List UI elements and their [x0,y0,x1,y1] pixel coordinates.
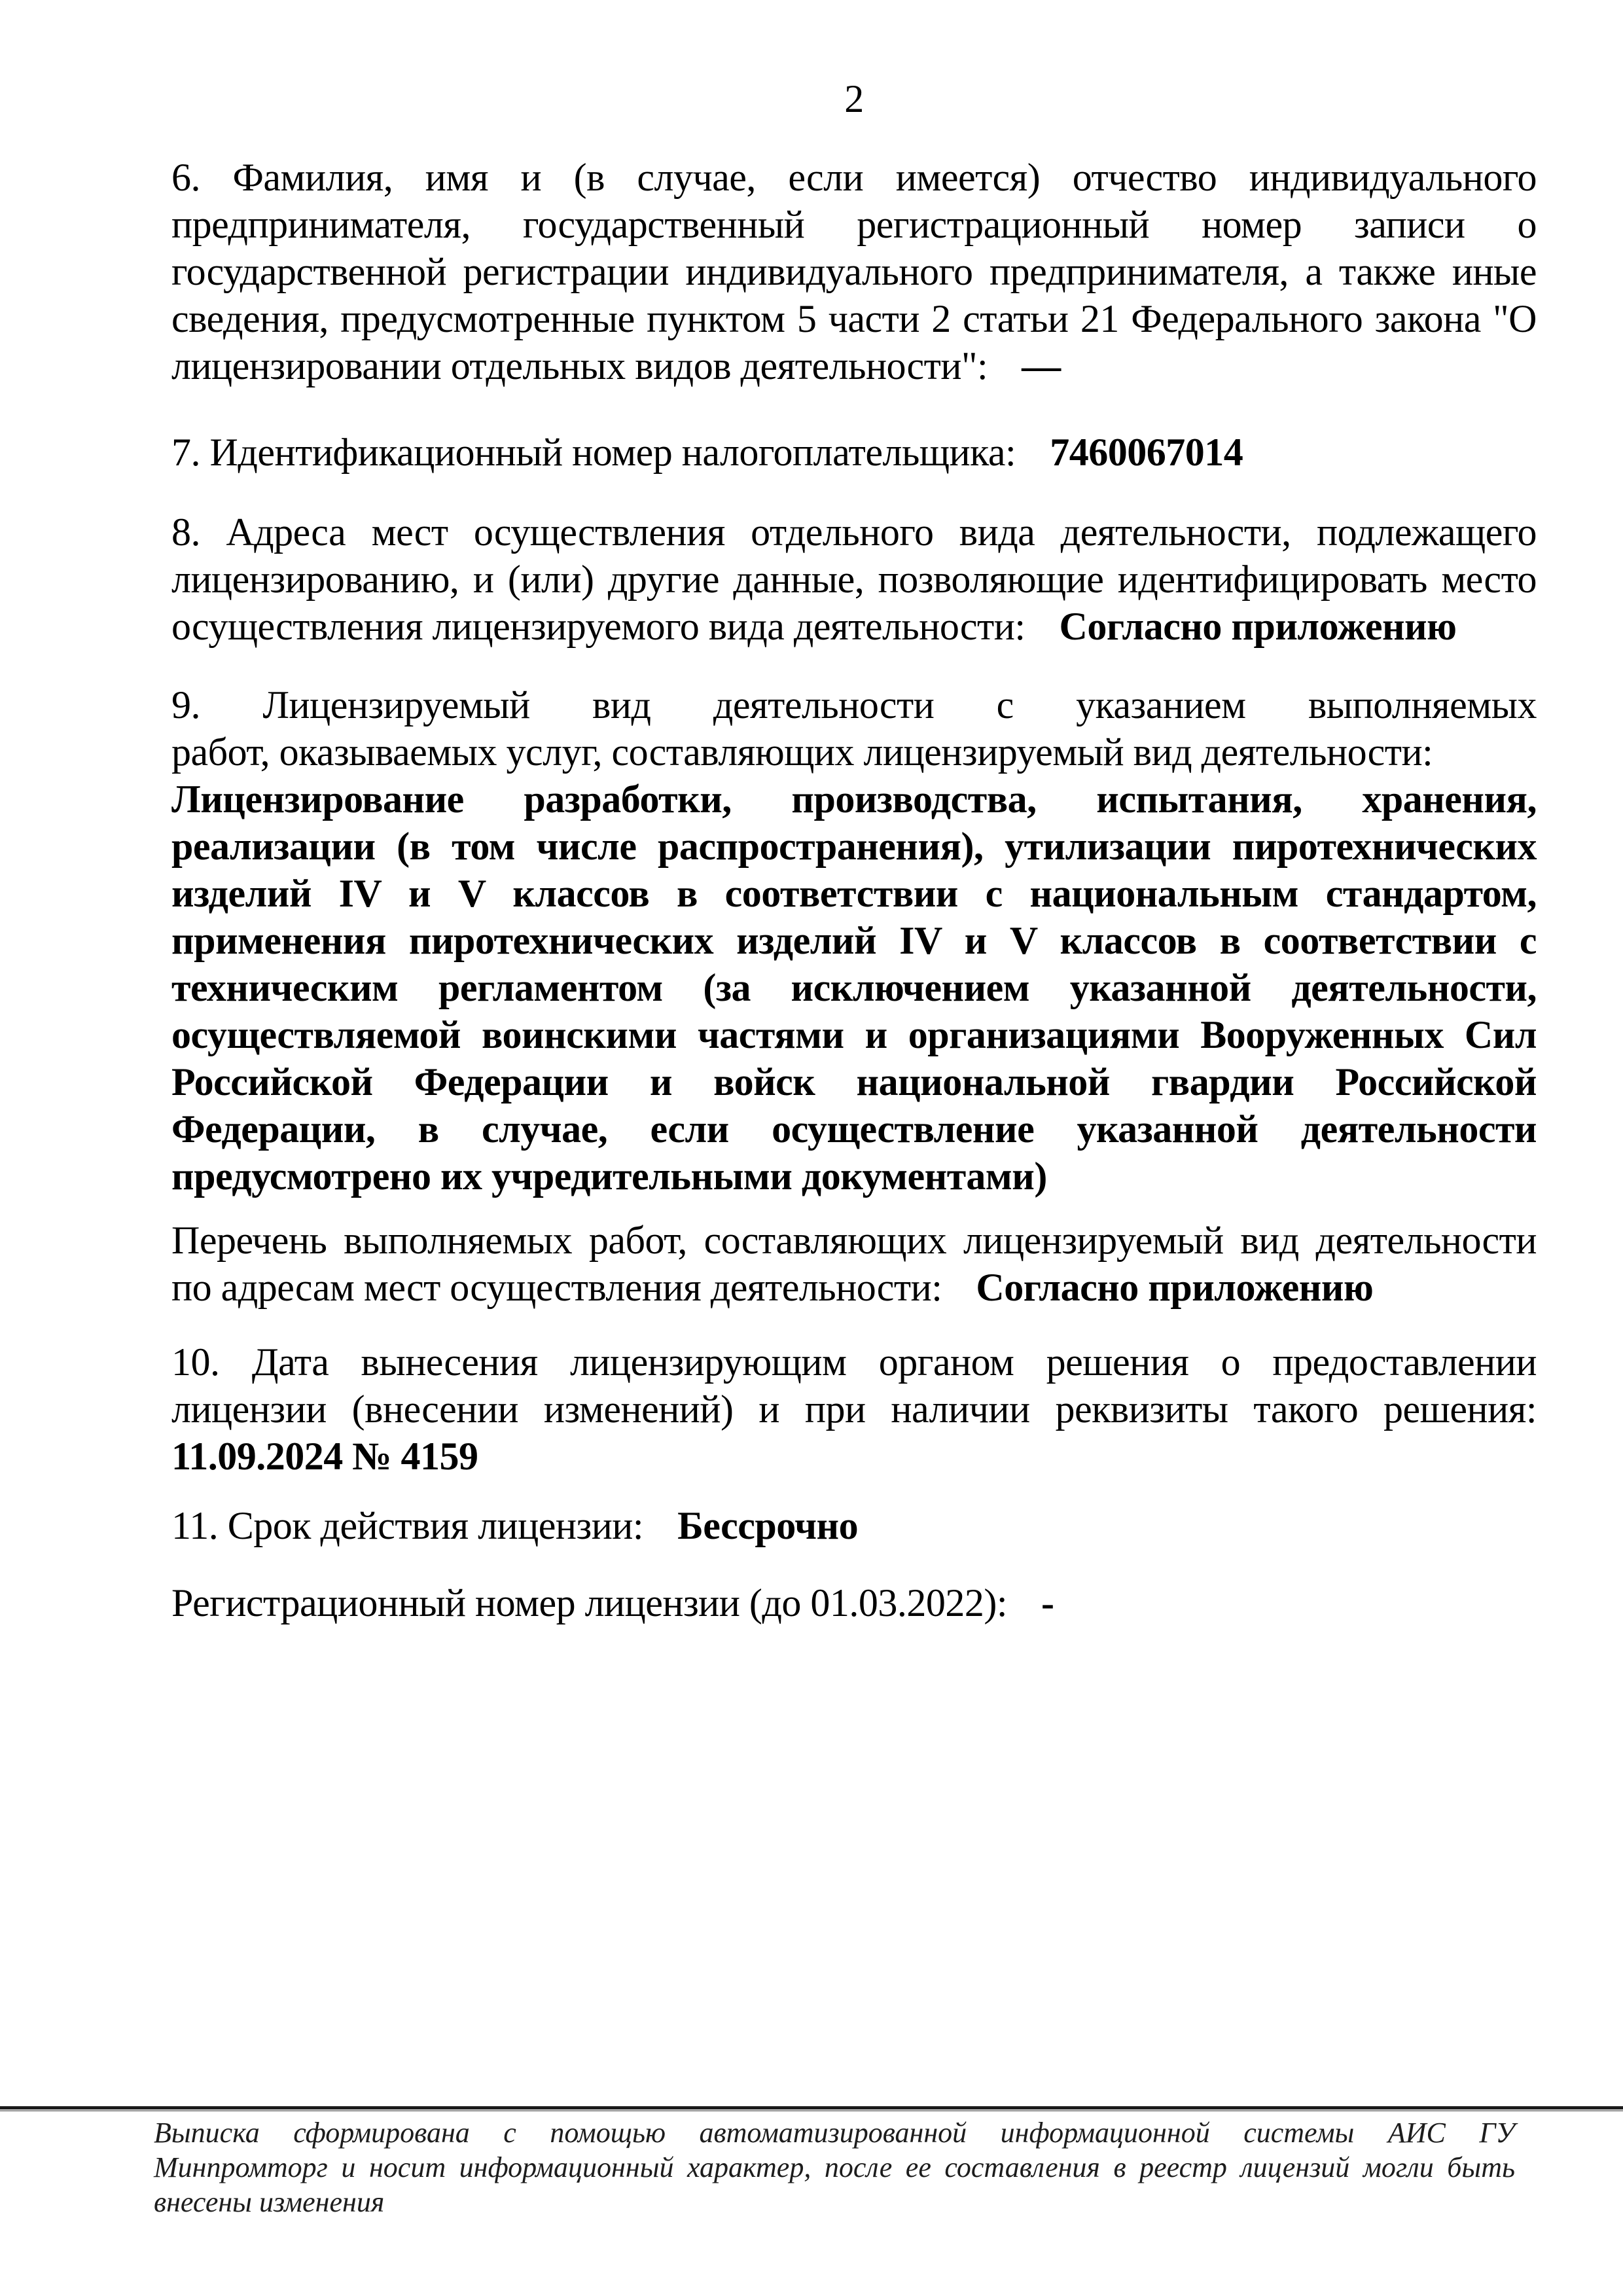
footer-line2: Минпромторг и носит информационный характер, после ее составления в реестр лицензий могли быть [154,2151,1515,2183]
item6-line1: 6. Фамилия, имя и (в случае, если имеется) отчество индивидуального [171,156,1537,199]
works-line2 [171,1264,1537,1311]
item8-addresses-value: Согласно приложению [1059,605,1457,648]
item6-line4: сведения, предусмотренные пунктом 5 части 2 статьи 21 Федерального закона "О [171,297,1537,340]
works-line1: Перечень выполняемых работ, составляющих лицензируемый вид деятельности [171,1219,1537,1262]
item11-label: 11. Срок действия лицензии: [171,1504,644,1547]
item6-line2: предпринимателя, государственный регистрационный номер записи о [171,203,1537,246]
item9-line1: 9. Лицензируемый вид деятельности с указанием выполняемых [171,683,1537,726]
item8-line1: 8. Адреса мест осуществления отдельного вида деятельности, подлежащего [171,511,1537,554]
activity-line5: техническим регламентом (за исключением указанной деятельности, [171,966,1537,1009]
page-body [171,0,1537,1626]
footer-note [154,2115,1515,2219]
item11-line [171,1502,1537,1549]
item-10-paragraph [171,1338,1537,1480]
item-11-paragraph [171,1502,1537,1549]
reg-line [171,1579,1537,1626]
footer-separator-line [0,2106,1623,2109]
item8-line2: лицензированию, и (или) другие данные, позволяющие идентифицировать место [171,558,1537,601]
activity-line9: предусмотрено их учредительными документами) [171,1155,1047,1198]
works-value: Согласно приложению [976,1266,1374,1309]
item10-line2: лицензии (внесении изменений) и при наличии реквизиты такого решения: [171,1388,1537,1431]
footer-line1: Выписка сформирована с помощью автоматизированной информационной системы АИС ГУ [154,2117,1515,2149]
item-6-paragraph [171,154,1537,389]
activity-line8: Федерации, в случае, если осуществление указанной деятельности [171,1107,1537,1151]
item6-line3: государственной регистрации индивидуального предпринимателя, а также иные [171,250,1537,293]
reg-number-paragraph [171,1579,1537,1626]
item10-decision-value: 11.09.2024 № 4159 [171,1435,478,1478]
item-7-paragraph [171,429,1537,476]
item-8-paragraph [171,509,1537,650]
item7-inn-value: 7460067014 [1050,431,1243,474]
page-number: 2 [844,77,864,120]
works-list-paragraph [171,1217,1537,1311]
activity-line6: осуществляемой воинскими частями и организациями Вооруженных Сил [171,1013,1537,1056]
item6-line5-label: лицензировании отдельных видов деятельности": [171,344,988,387]
activity-line1: Лицензирование разработки, производства, испытания, хранения, [171,778,1537,821]
item6-line5 [171,342,1537,389]
activity-line4: применения пиротехнических изделий IV и V классов в соответствии с [171,919,1537,962]
item8-line3 [171,603,1537,650]
footer-separator-shadow-line [0,2110,1623,2111]
item11-term-value: Бессрочно [677,1504,859,1547]
works-line2-label: по адресам мест осуществления деятельности: [171,1266,942,1309]
item-9-licensed-activity [171,776,1537,1200]
activity-line7: Российской Федерации и войск национальной гвардии Российской [171,1060,1537,1103]
reg-label: Регистрационный номер лицензии (до 01.03.2022): [171,1581,1008,1624]
activity-line2: реализации (в том числе распространения), утилизации пиротехнических [171,825,1537,868]
item-9-paragraph [171,681,1537,776]
item10-line1: 10. Дата вынесения лицензирующим органом решения о предоставлении [171,1340,1537,1384]
item6-empty-value-dash: — [1022,344,1061,387]
item7-label: 7. Идентификационный номер налогоплательщика: [171,431,1016,474]
item8-line3-label: осуществления лицензируемого вида деятельности: [171,605,1026,648]
item9-line2: работ, оказываемых услуг, составляющих лицензируемый вид деятельности: [171,730,1433,774]
reg-value: - [1041,1581,1054,1624]
activity-line3: изделий IV и V классов в соответствии с национальным стандартом, [171,872,1537,915]
footer-line3: внесены изменения [154,2186,385,2218]
item7-line [171,429,1537,476]
